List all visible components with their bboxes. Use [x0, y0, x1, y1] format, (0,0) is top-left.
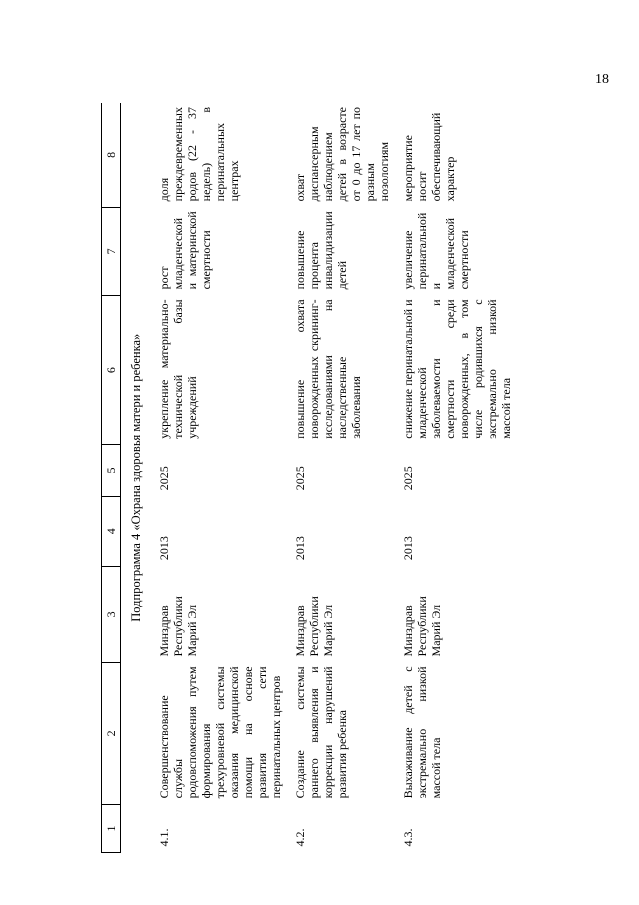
indicator-link-text: доля преждевременных родов (22 - 37 недель) в перинатальных центрах [157, 107, 241, 202]
indicator-link-text: охват диспансерным наблюдением детей в возрасте от 0 до 17 лет по разным нозологиям [293, 107, 391, 202]
executor-text: Минздрав Республики Марий Эл [293, 596, 335, 657]
subprogram-row [121, 103, 152, 853]
page-number: 18 [595, 72, 609, 87]
result-text: повышение охвата новорожденных скрининг-исследованиями на наследственные заболевания [293, 299, 363, 439]
indicator-link-text: мероприятие носит обеспечивающий характер [401, 112, 457, 202]
consequence-text: увеличение перинатальной и младенческой смертности [401, 212, 471, 290]
end-year: 2025 [293, 466, 307, 491]
header-col-4: 4 [102, 496, 121, 566]
header-col-8: 8 [102, 103, 121, 207]
header-col-3: 3 [102, 566, 121, 662]
header-row [102, 103, 121, 853]
start-year: 2013 [401, 536, 415, 561]
table-row [395, 103, 517, 853]
row-number: 4.3. [401, 828, 415, 847]
header-col-2: 2 [102, 662, 121, 804]
executor-text: Минздрав Республики Марий Эл [157, 596, 199, 657]
end-year: 2025 [157, 466, 171, 491]
start-year: 2013 [293, 536, 307, 561]
rotated-table-container [101, 103, 633, 853]
result-text: снижение перинатальной и младенческой заболеваемости и смертности среди новорожденных, в том числе родившихся с экстремально низкой массой тела [401, 299, 513, 439]
end-year: 2025 [401, 466, 415, 491]
consequence-text: рост младенческой и материнской смертности [157, 211, 213, 290]
consequence-text: повышение процента инвалидизации детей [293, 211, 349, 290]
start-year: 2013 [157, 536, 171, 561]
row-number: 4.2. [293, 828, 307, 847]
header-col-1: 1 [102, 804, 121, 852]
measure-text: Выхаживание детей с экстремально низкой массой тела [401, 666, 443, 799]
header-col-6: 6 [102, 295, 121, 444]
program-table [101, 103, 517, 853]
header-col-7: 7 [102, 207, 121, 295]
measure-text: Совершенствование службы родовспоможения путем формирования трехуровневой системы оказания медицинской помощи на основе развития сети перинатальных центров [157, 666, 283, 799]
row-number: 4.1. [157, 828, 171, 847]
table-row [151, 103, 287, 853]
measure-text: Создание системы раннего выявления и коррекции нарушений развития ребенка [293, 666, 349, 799]
header-col-5: 5 [102, 445, 121, 497]
result-text: укрепление материально-технической базы учреждений [157, 299, 199, 439]
subprogram-title: Подпрограмма 4 «Охрана здоровья матери и ребенка» [129, 333, 143, 622]
executor-text: Минздрав Республики Марий Эл [401, 596, 443, 657]
table-row [287, 103, 395, 853]
